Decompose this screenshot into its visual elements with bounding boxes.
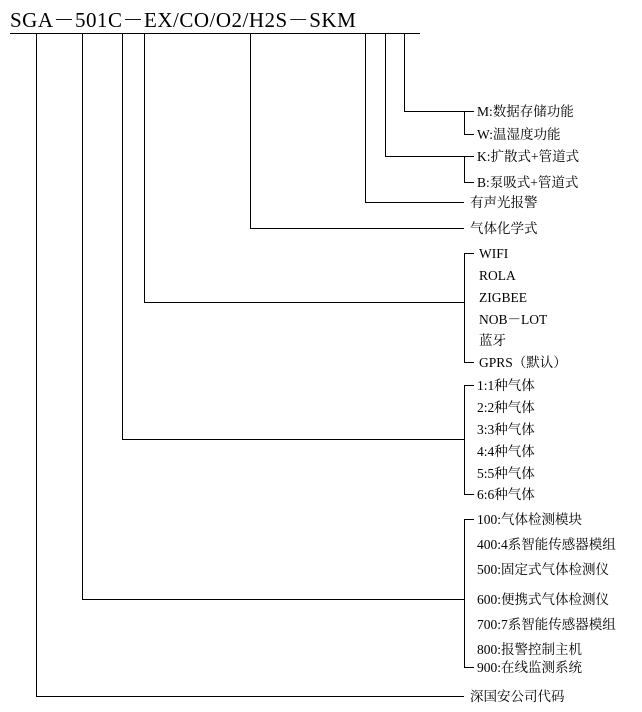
bracket-tick-gascount-5: [464, 494, 474, 495]
bracket-sampling: [464, 156, 465, 182]
leader-elbow-comm: [144, 302, 464, 303]
leader-line-company: [36, 33, 37, 696]
leader-elbow-sampling: [385, 156, 464, 157]
label-series-1: 400:4系智能传感器模组: [477, 537, 616, 552]
label-series-3: 600:便携式气体检测仪: [477, 592, 610, 607]
leader-line-sampling: [385, 33, 386, 156]
code-segment-sga: SGA: [10, 8, 54, 32]
code-segment-options: SKM: [309, 8, 357, 32]
leader-line-series: [82, 33, 83, 599]
label-comm-1: ROLA: [479, 268, 516, 283]
label-series-5: 800:报警控制主机: [477, 642, 583, 657]
code-dash-1: －: [53, 8, 76, 32]
bracket-tick-storage-0: [464, 111, 474, 112]
label-gascount-1: 2:2种气体: [477, 400, 535, 415]
bracket-comm: [464, 253, 465, 362]
bracket-storage: [464, 111, 465, 134]
leader-elbow-alarm: [365, 202, 464, 203]
bracket-gascount: [464, 385, 465, 494]
leader-elbow-gascount: [122, 439, 464, 440]
leader-elbow-series: [82, 599, 464, 600]
code-segment-gases: EX/CO/O2/H2S: [144, 8, 288, 32]
model-code-title: [10, 4, 356, 34]
label-storage-1: W:温湿度功能: [477, 127, 561, 142]
label-comm-0: WIFI: [479, 246, 509, 261]
bracket-tick-series-0: [464, 519, 474, 520]
leader-line-storage: [404, 33, 405, 111]
bracket-tick-sampling-0: [464, 156, 474, 157]
leader-elbow-storage: [404, 111, 464, 112]
leader-line-gascount: [122, 33, 123, 439]
title-underline: [10, 33, 420, 34]
label-gascount-2: 3:3种气体: [477, 422, 535, 437]
leader-line-alarm: [365, 33, 366, 202]
label-gascount-0: 1:1种气体: [477, 378, 535, 393]
label-sampling-1: B:泵吸式+管道式: [477, 175, 579, 190]
label-comm-3: NOB－LOT: [479, 312, 548, 327]
label-series-4: 700:7系智能传感器模组: [477, 617, 616, 632]
label-gascount-3: 4:4种气体: [477, 444, 535, 459]
label-comm-2: ZIGBEE: [479, 290, 527, 305]
bracket-tick-comm-5: [464, 362, 474, 363]
label-storage-0: M:数据存储功能: [477, 104, 574, 119]
label-comm-5: GPRS（默认）: [479, 355, 567, 370]
label-comm-4: 蓝牙: [479, 333, 506, 348]
label-alarm: 有声光报警: [470, 195, 538, 210]
bracket-tick-sampling-1: [464, 182, 474, 183]
label-sampling-0: K:扩散式+管道式: [477, 149, 580, 164]
label-series-6: 900:在线监测系统: [477, 660, 583, 675]
label-series-0: 100:气体检测模块: [477, 512, 583, 527]
label-company: 深国安公司代码: [470, 689, 565, 704]
bracket-series: [464, 519, 465, 667]
label-gascount-5: 6:6种气体: [477, 487, 535, 502]
bracket-tick-series-6: [464, 667, 474, 668]
leader-elbow-company: [36, 696, 464, 697]
label-principle: 气体化学式: [470, 221, 538, 236]
code-dash-2: －: [122, 8, 145, 32]
label-gascount-4: 5:5种气体: [477, 466, 535, 481]
code-dash-3: －: [287, 8, 310, 32]
leader-elbow-principle: [250, 228, 464, 229]
bracket-tick-gascount-0: [464, 385, 474, 386]
code-segment-series: 501C: [75, 8, 123, 32]
leader-line-comm: [144, 33, 145, 302]
leader-line-principle: [250, 33, 251, 228]
bracket-tick-storage-1: [464, 134, 474, 135]
bracket-tick-comm-0: [464, 253, 474, 254]
label-series-2: 500:固定式气体检测仪: [477, 562, 610, 577]
